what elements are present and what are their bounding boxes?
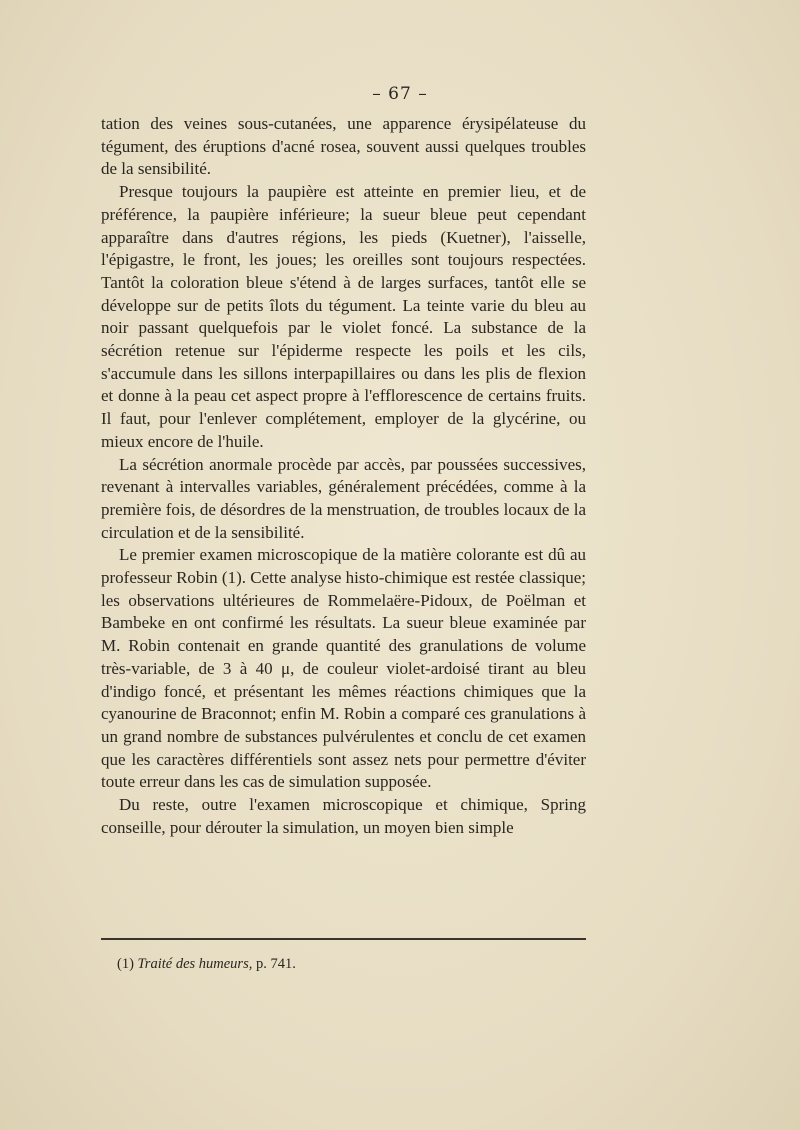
paragraph-2: Presque toujours la paupière est atteinte en premier lieu, et de préférence, la paupière inférieure; la sueur bleue peut cependant apparaître dans d'autres régions, les pieds (Kuetner), l'aisselle, l'épigastre, le front, les joues; les oreilles sont toujours respectées. Tantôt la coloration bleue s'étend à de larges surfaces, tantôt elle se développe sur de petits îlots du tégument. La teinte varie du bleu au noir passant quelquefois par le violet foncé. La substance de la sécrétion retenue sur l'épiderme respecte les poils et les cils, s'accumule dans les sillons interpapillaires ou dans les plis de flexion et donne à la peau cet aspect propre à l'efflorescence de certains fruits. Il faut, pour l'enlever complétement, employer de la glycérine, ou mieux encore de l'huile. bbox=[101, 182, 586, 451]
footnote-title: Traité des humeurs, bbox=[137, 956, 253, 972]
footnote-marker: (1) bbox=[117, 956, 134, 972]
footnote-divider bbox=[101, 938, 586, 940]
page-number: – 67 – bbox=[372, 84, 428, 104]
paragraph-5: Du reste, outre l'examen microscopique et chimique, Spring conseille, pour dérouter la simulation, un moyen bien simple bbox=[101, 795, 586, 837]
paragraph-4: Le premier examen microscopique de la matière colorante est dû au professeur Robin (1). Cette analyse histo-chimique est restée classique; les observations ultérieures de Rommelaëre-Pidoux, de Poëlman et Bambeke en ont confirmé les résultats. La sueur bleue examinée par M. Robin contenait en grande quantité des granulations de volume très-variable, de 3 à 40 μ, de couleur violet-ardoisé tirant au bleu d'indigo foncé, et présentant les mêmes réactions chimiques que la cyanourine de Braconnot; enfin M. Robin a comparé ces granulations à un grand nombre de substances pulvérulentes et conclu de cet examen que les caractères différentiels sont assez nets pour permettre d'éviter toute erreur dans les cas de simulation supposée. bbox=[101, 545, 586, 792]
footnote-page: p. 741. bbox=[255, 956, 296, 972]
paragraph-1: tation des veines sous-cutanées, une apparence érysipélateuse du tégument, des éruptions d'acné rosea, souvent aussi quelques troubles de la sensibilité. bbox=[101, 114, 586, 179]
footnote bbox=[117, 956, 577, 973]
body-text bbox=[101, 113, 586, 840]
paragraph-3: La sécrétion anormale procède par accès, par poussées successives, revenant à intervalles variables, généralement précédées, comme à la première fois, de désordres de la menstruation, de troubles locaux de la circulation et de la sensibilité. bbox=[101, 454, 586, 542]
